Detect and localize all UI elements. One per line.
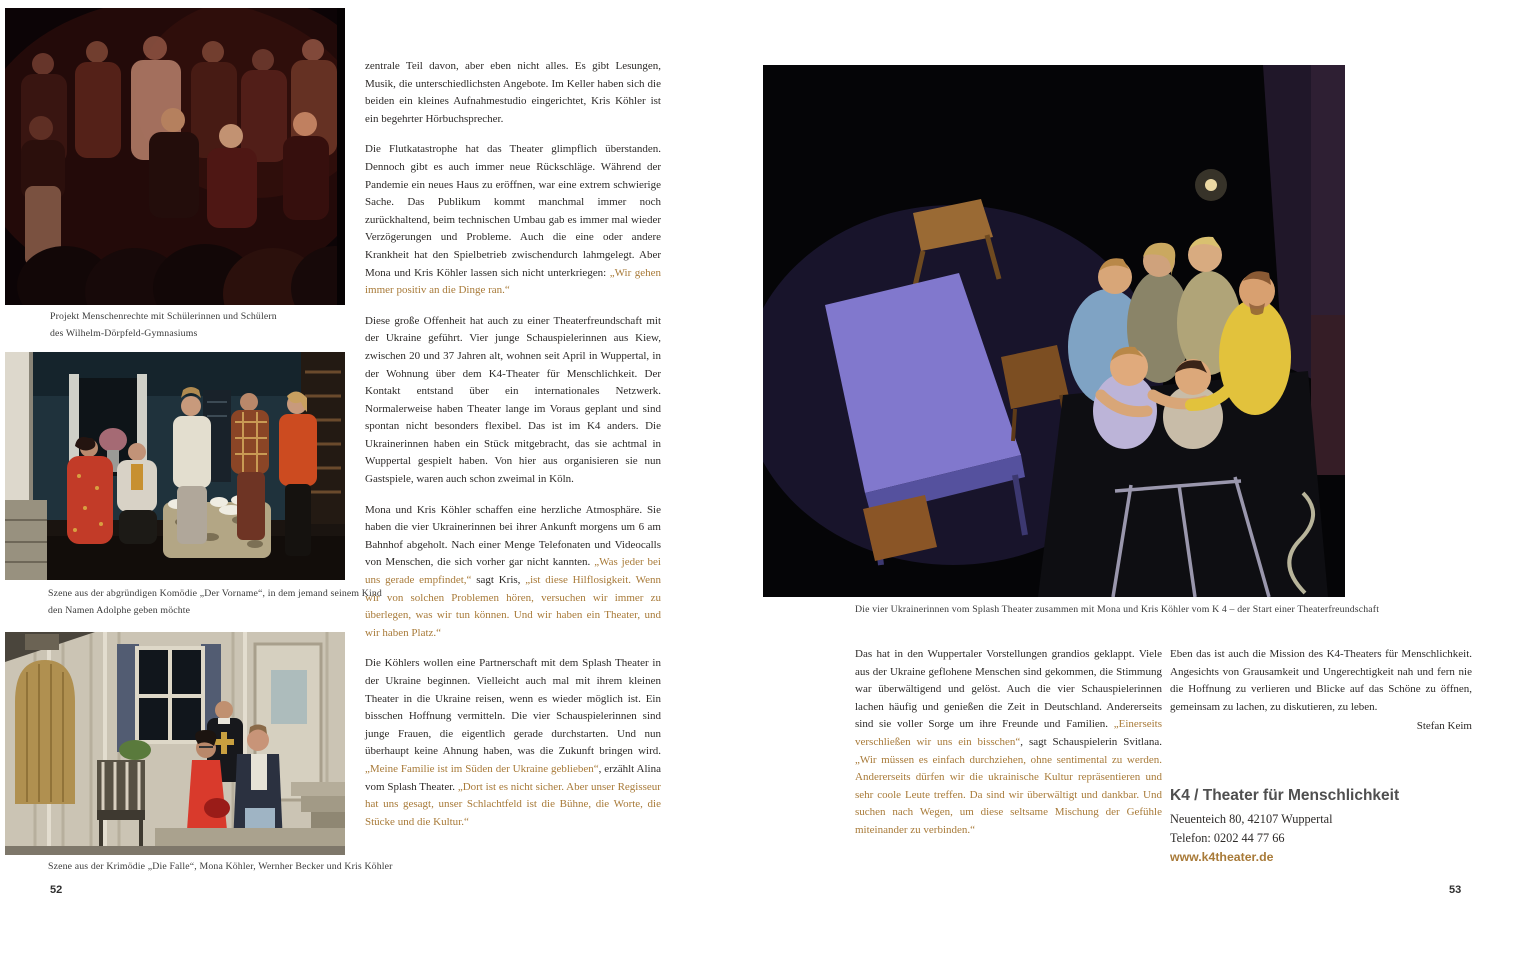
caption-photo3 <box>48 858 393 875</box>
article-column-left <box>365 58 661 844</box>
caption-photo2-line2: den Namen Adolphe geben möchte <box>48 605 191 616</box>
caption-photo1-line2: des Wilhelm-Dörpfeld-Gymnasiums <box>50 328 198 339</box>
paragraph: Mona und Kris Köhler schaffen eine herzliche Atmosphäre. Sie haben die vier Ukrainerinnen bei ihrer Ankunft morgens um 6 am Bahnhof abgeholt. Nach einer Menge Telefonaten und Videocalls von Menschen, die sich vorher gar nicht kannten. „Was jeder bei uns gerade empfindet,“ sagt Kris, „ist diese Hilflosigkeit. Wenn wir von solchen Problemen hören, versuchen wir immer zu überlegen, was wir tun können. Und wir haben ein Theater, und wir haben Platz.“ <box>365 503 661 639</box>
photo-ukrainerinnen-gruppe <box>763 65 1345 597</box>
caption-photo4 <box>855 601 1379 618</box>
caption-photo2-line1: Szene aus der abgründigen Komödie „Der Vorname“, in dem jemand seinem Kind <box>48 588 382 599</box>
paragraph: Die Köhlers wollen eine Partnerschaft mit dem Splash Theater in der Ukraine beginnen. Vielleicht auch mal mit ihrem kleinen Theater in die Ukraine reisen, wenn es wieder möglich ist. Ein bisschen Hoffnung vermitteln. Die vier Schauspielerinnen sind junge Frauen, die eigentlich gerade durchstarten. Und nun überhaupt keine Ahnung haben, was die Zukunft bringen wird. „Meine Familie ist im Süden der Ukraine geblieben“, erzählt Alina vom Splash Theater. „Dort ist es nicht sicher. Aber unser Regisseur hat uns gesagt, unser Schlachtfeld ist die Bühne, die Worte, die Stücke und die Kultur.“ <box>365 657 661 828</box>
paragraph: Diese große Offenheit hat auch zu einer Theaterfreundschaft mit der Ukraine geführt. Vier junge Schauspielerinnen aus Kiew, zwischen 20 und 37 Jahren alt, wohnen seit April in Wuppertal, in der Wohnung über dem K4-Theater für Menschlichkeit. Der Kontakt entstand über ein internationales Netzwerk. Normalerweise haben Theater lange im Voraus geplant und sind spontan nicht besonders flexibel. Das ist im K4 anders. Die Ukrainerinnen haben ein Stück mitgebracht, das sie achtmal in Wuppertal gespielt haben. Von hier aus organisieren sie nun Gastspiele, waren auch schon zweimal in Köln. <box>365 314 661 486</box>
photo-der-vorname-szene <box>5 352 345 580</box>
page-number-right: 53 <box>1449 884 1462 896</box>
theater-website-link[interactable]: www.k4theater.de <box>1170 850 1274 864</box>
caption-photo1-line1: Projekt Menschenrechte mit Schülerinnen und Schülern <box>50 311 277 322</box>
paragraph: Die Flutkatastrophe hat das Theater glimpflich überstanden. Dennoch gibt es auch immer neue Rückschläge. Während der Pandemie ein neues Haus zu eröffnen, war eine extrem schwierige Sache. Das Publikum kommt manchmal immer noch zurückhaltend, beim technischen Umbau gab es immer mal wieder Verzögerungen und Probleme. Auch die eine oder andere Krankheit hat den Spielbetrieb zwischendurch lahmgelegt. Aber Mona und Kris Köhler lassen sich nicht unterkriegen: „Wir gehen immer positiv an die Dinge ran.“ <box>365 143 662 297</box>
paragraph: Eben das ist auch die Mission des K4-Theaters für Menschlichkeit. Angesichts von Grausamkeit und Ungerechtigkeit nah und fern nie die Hoffnung zu verlieren und Blicke auf das Schöne zu öffnen, gemeinsam zu lachen, zu diskutieren, zu leben. <box>1170 648 1472 713</box>
paragraph: zentrale Teil davon, aber eben nicht alles. Es gibt Lesungen, Musik, die unterschiedlichsten Angebote. Im Keller haben sich die beiden ein kleines Aufnahmestudio eingerichtet, Kris Köhler ist ein begehrter Hörbuchsprecher. <box>365 60 661 125</box>
caption-photo2 <box>48 585 382 619</box>
article-column-right-1 <box>855 646 1162 853</box>
author-byline: Stefan Keim <box>1416 720 1472 733</box>
caption-photo4-line1: Die vier Ukrainerinnen vom Splash Theater zusammen mit Mona und Kris Köhler vom K 4 – der Start einer Theaterfreundschaft <box>855 604 1380 615</box>
photo-die-falle-szene <box>5 632 345 855</box>
theater-phone: Telefon: 0202 44 77 66 <box>1170 831 1285 845</box>
theater-address: Neuenteich 80, 42107 Wuppertal <box>1170 812 1333 826</box>
article-column-right-2 <box>1170 646 1472 736</box>
caption-photo1 <box>50 308 277 342</box>
photo-menschenrechte-projekt <box>5 8 345 305</box>
theater-name: K4 / Theater für Menschlichkeit <box>1170 787 1400 804</box>
paragraph: Das hat in den Wuppertaler Vorstellungen grandios geklappt. Viele aus der Ukraine geflohene Menschen sind gekommen, die Stimmung war überwältigend und gelöst. Auch die vier Schauspielerinnen lachen häufig und genießen die Zeit in Deutschland. Andererseits sind sie voller Sorge um ihre Freunde und Familien. „Einerseits verschließen wir uns ein bisschen“, sagt Schauspielerin Svitlana. „Wir müssen es einfach durchziehen, ohne sentimental zu werden. Andererseits dürfen wir die ukrainische Kultur repräsentieren und sehr coole Leute treffen. Da sind wir überwältigt und dankbar. Und suchen nach Wegen, um diese seltsame Mischung der Gefühle miteinander zu verbinden.“ <box>855 648 1162 836</box>
page-number-left: 52 <box>50 884 63 896</box>
caption-photo3-line1: Szene aus der Krimödie „Die Falle“, Mona Köhler, Wernher Becker und Kris Köhler <box>48 861 393 872</box>
contact-block <box>1170 787 1500 864</box>
